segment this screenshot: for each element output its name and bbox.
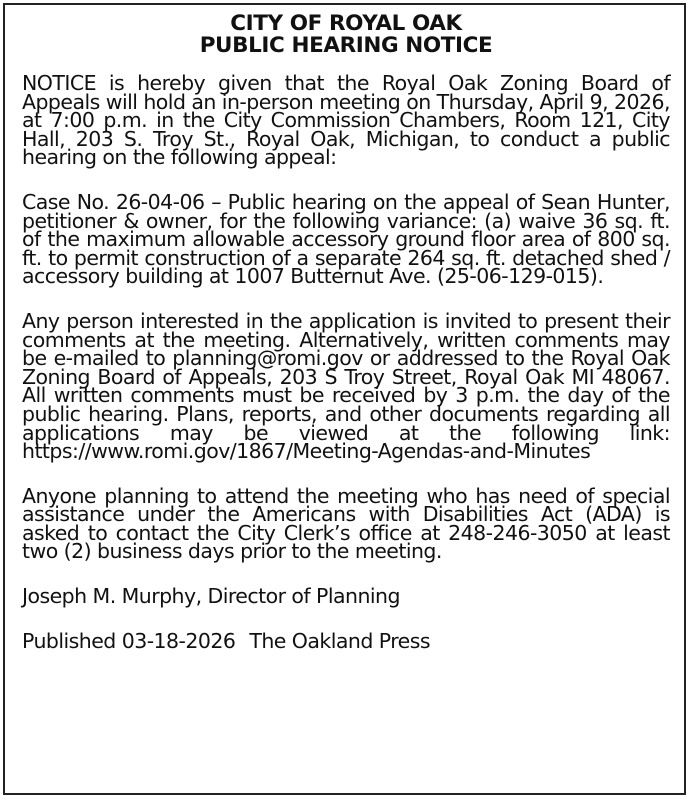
ada-paragraph: Anyone planning to attend the meeting who has need of special assistance under the Americans with Disabilities Act (ADA) is asked to contact the City Clerk’s office at 248-246-3050 at least two (2) business days prior to the meeting. — [22, 483, 670, 564]
public-hearing-notice — [3, 3, 686, 795]
published-date: Published 03-18-2026 — [22, 628, 236, 653]
signature-line: Joseph M. Murphy, Director of Planning — [22, 584, 400, 609]
publication-name: The Oakland Press — [249, 628, 430, 653]
comments-paragraph — [22, 308, 670, 464]
comments-text: Any person interested in the application is invited to present their comments at the meeting. Alternatively, written comments may be e-mailed to planning@romi.gov or addressed to the Royal Oak Zoning Board of Appeals, 203 S Troy Street, Royal Oak MI 48067. All written comments must be received by 3 p.m. the day of the public hearing. Plans, reports, and other documents regarding all applications may be viewed at the following link: — [22, 308, 670, 445]
title-city: CITY OF ROYAL OAK — [230, 11, 462, 36]
title-notice: PUBLIC HEARING NOTICE — [199, 33, 493, 58]
agenda-link[interactable]: https://www.romi.gov/1867/Meeting-Agendas-and-Minutes — [22, 439, 591, 464]
publication-line — [22, 628, 670, 653]
notice-title — [22, 13, 670, 57]
intro-paragraph: NOTICE is hereby given that the Royal Oak Zoning Board of Appeals will hold an in-person meeting on Thursday, April 9, 2026, at 7:00 p.m. in the City Commission Chambers, Room 121, City Hall, 203 S. Troy St., Royal Oak, Michigan, to conduct a public hearing on the following appeal: — [22, 71, 670, 170]
case-paragraph: Case No. 26-04-06 – Public hearing on the appeal of Sean Hunter, petitioner & owner, for the following variance: (a) waive 36 sq. ft. of the maximum allowable accessory ground floor area of 800 sq. ft. to permit construction of a separate 264 sq. ft. detached shed / accessory building at 1007 Butternut Ave. (25-06-129-015). — [22, 189, 670, 289]
